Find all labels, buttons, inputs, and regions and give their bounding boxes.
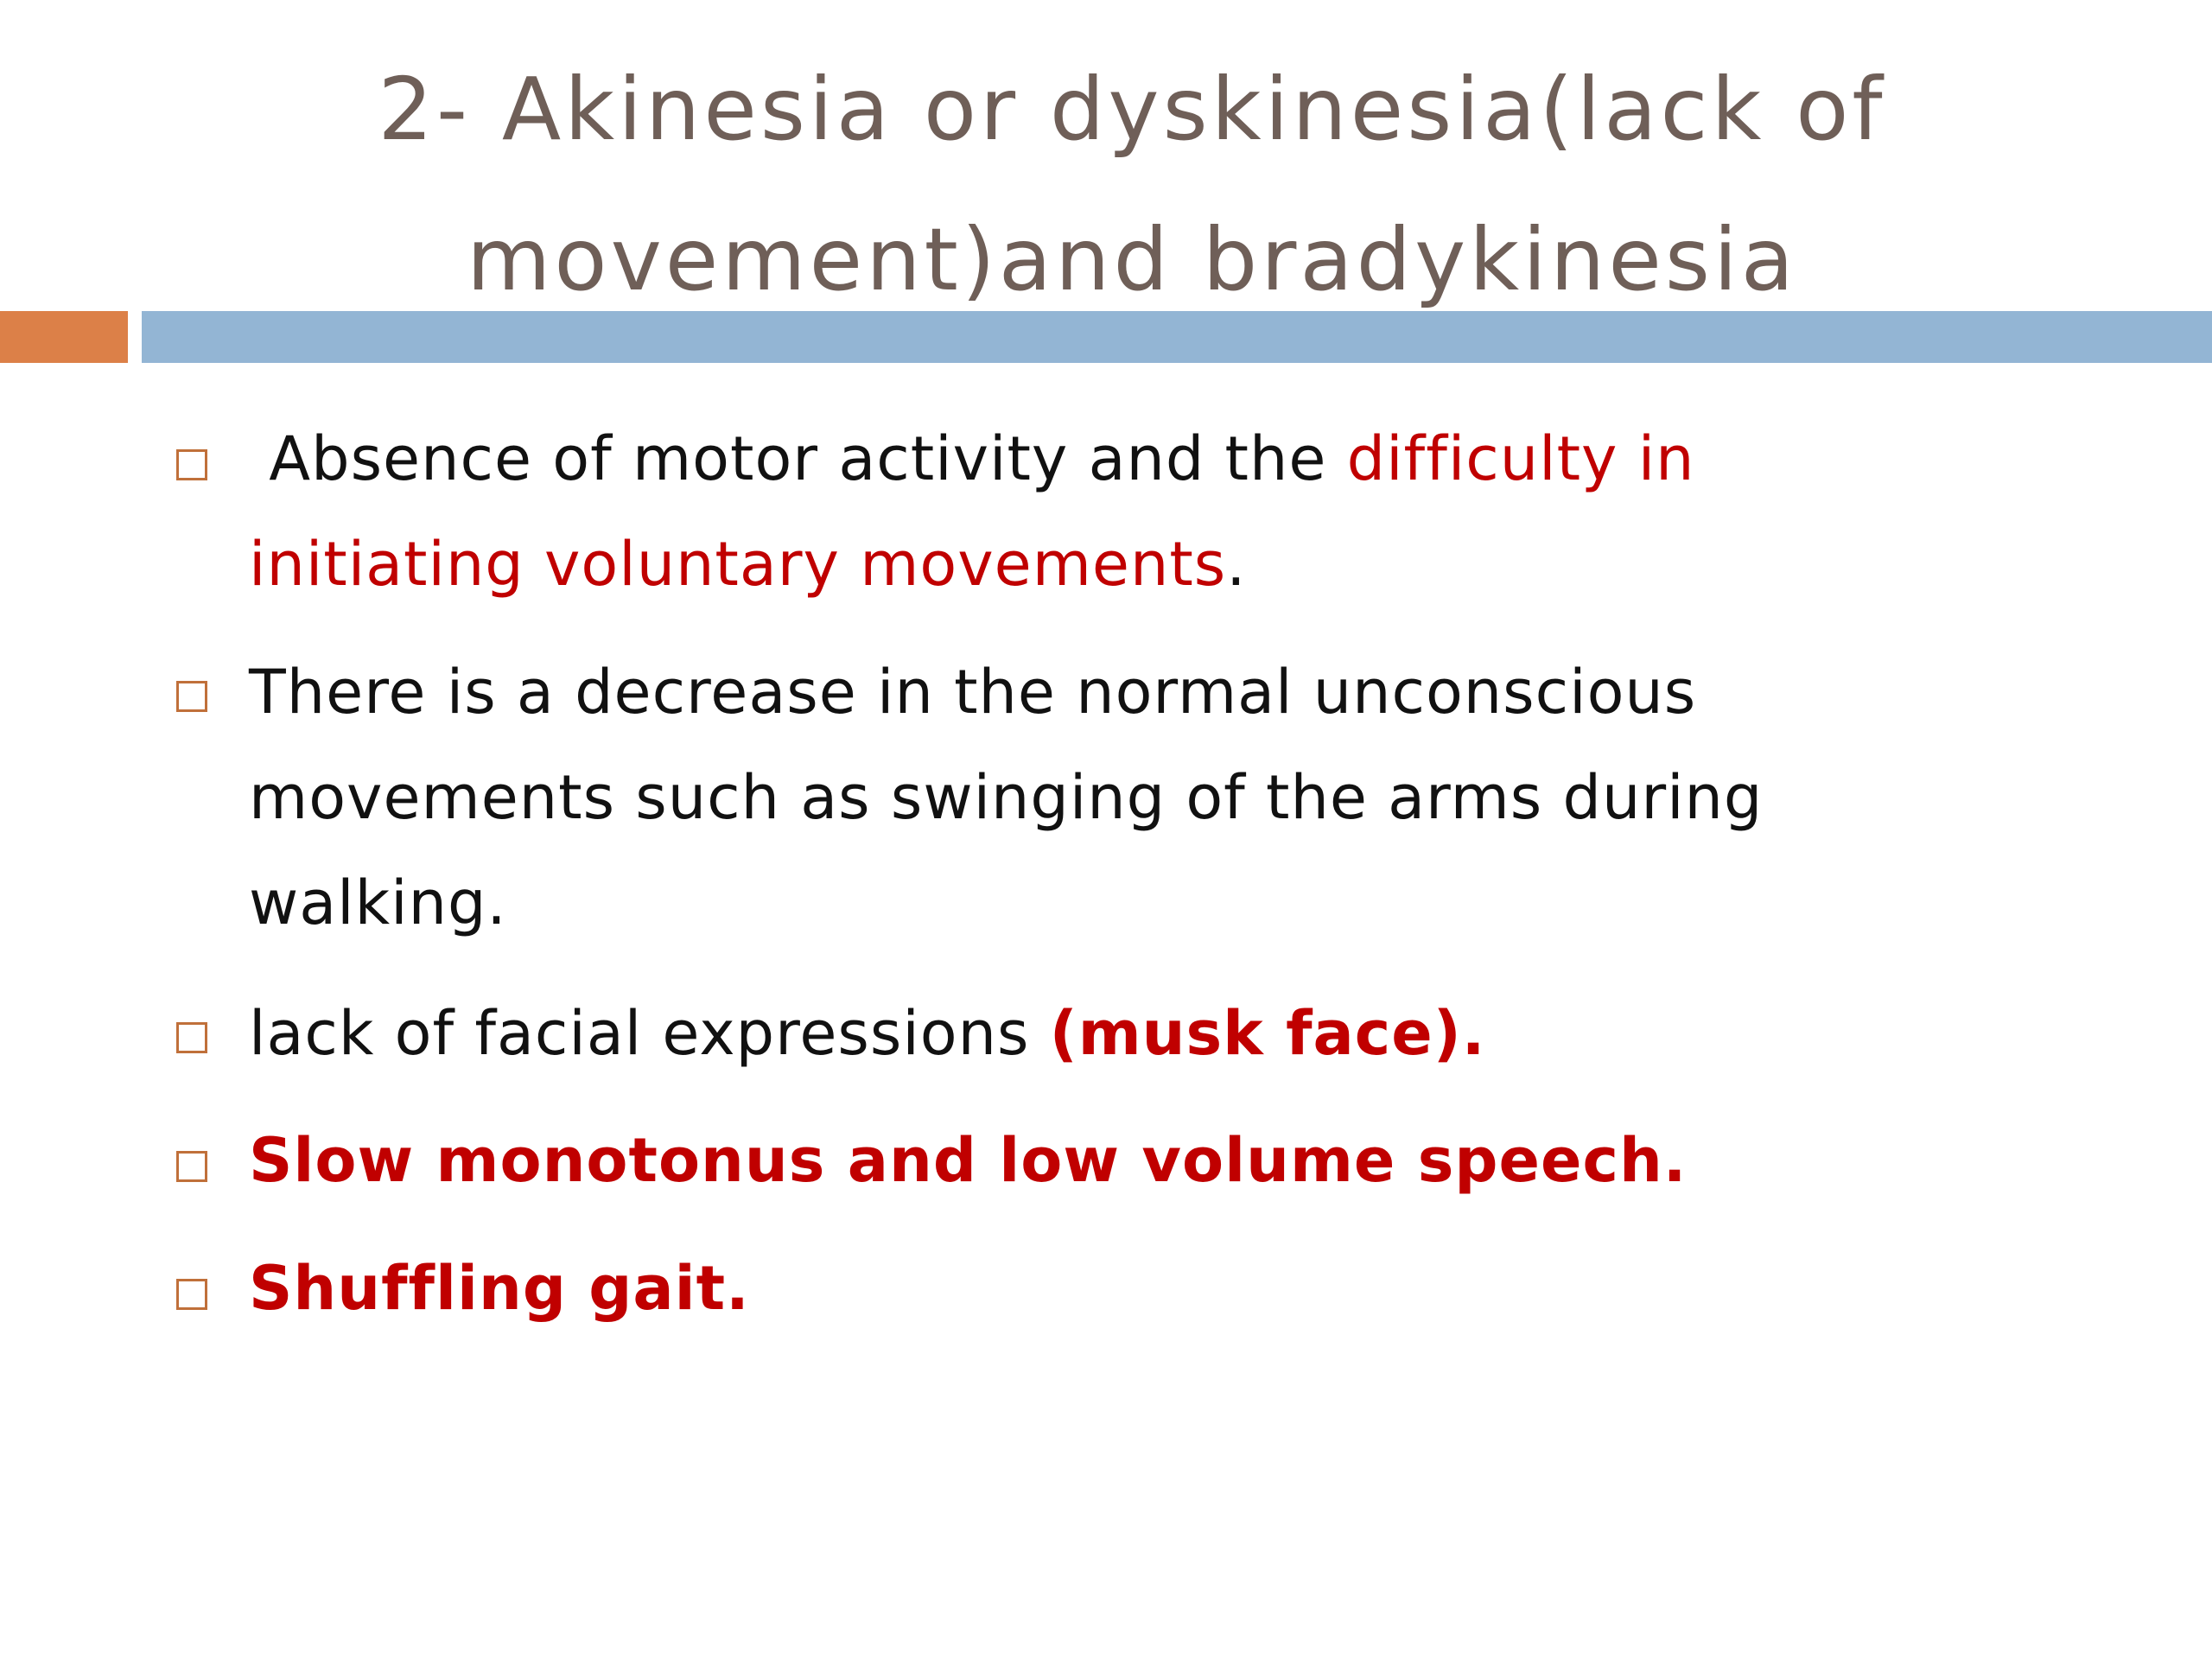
- bullet-text: [249, 1108, 2029, 1213]
- bullet-text-line: [249, 512, 2029, 617]
- accent-bar-blue: [142, 311, 2212, 363]
- bullet-highlight-text: initiating voluntary movements: [249, 529, 1227, 600]
- hollow-square-bullet-icon: [176, 1151, 207, 1182]
- hollow-square-bullet-icon: [176, 1022, 207, 1053]
- accent-bar-orange: [0, 311, 128, 363]
- bullet-highlight-text: (musk face).: [1049, 998, 1486, 1069]
- bullet-text-line: [249, 406, 2029, 512]
- bullet-text-line: walking.: [249, 868, 507, 938]
- bullet-text: [249, 981, 2029, 1086]
- bullet-text: [249, 1236, 2029, 1341]
- bullet-text: [249, 639, 2029, 956]
- bullet-text: [249, 406, 2029, 617]
- bullet-text-line: [249, 981, 2029, 1086]
- hollow-square-bullet-icon: [176, 681, 207, 712]
- slide-title-line-1: 2- Akinesia or dyskinesia(lack of: [378, 59, 1886, 160]
- bullet-plain-text: Absence of motor activity and the: [249, 423, 1347, 494]
- bullet-plain-text: lack of facial expressions: [249, 998, 1050, 1069]
- bullet-highlight-text: Shuffling gait.: [249, 1253, 750, 1324]
- slide-title-line-2: movement)and bradykinesia: [466, 209, 1798, 310]
- bullet-text-line: movements such as swinging of the arms during: [249, 762, 1764, 833]
- hollow-square-bullet-icon: [176, 449, 207, 480]
- bullet-highlight-text: difficulty in: [1346, 423, 1695, 494]
- slide-title: [138, 35, 2126, 335]
- bullet-highlight-text: Slow monotonus and low volume speech.: [249, 1125, 1688, 1196]
- bullet-text-line: There is a decrease in the normal unconscious: [249, 657, 1697, 728]
- bullet-plain-text: .: [1226, 529, 1247, 600]
- hollow-square-bullet-icon: [176, 1279, 207, 1310]
